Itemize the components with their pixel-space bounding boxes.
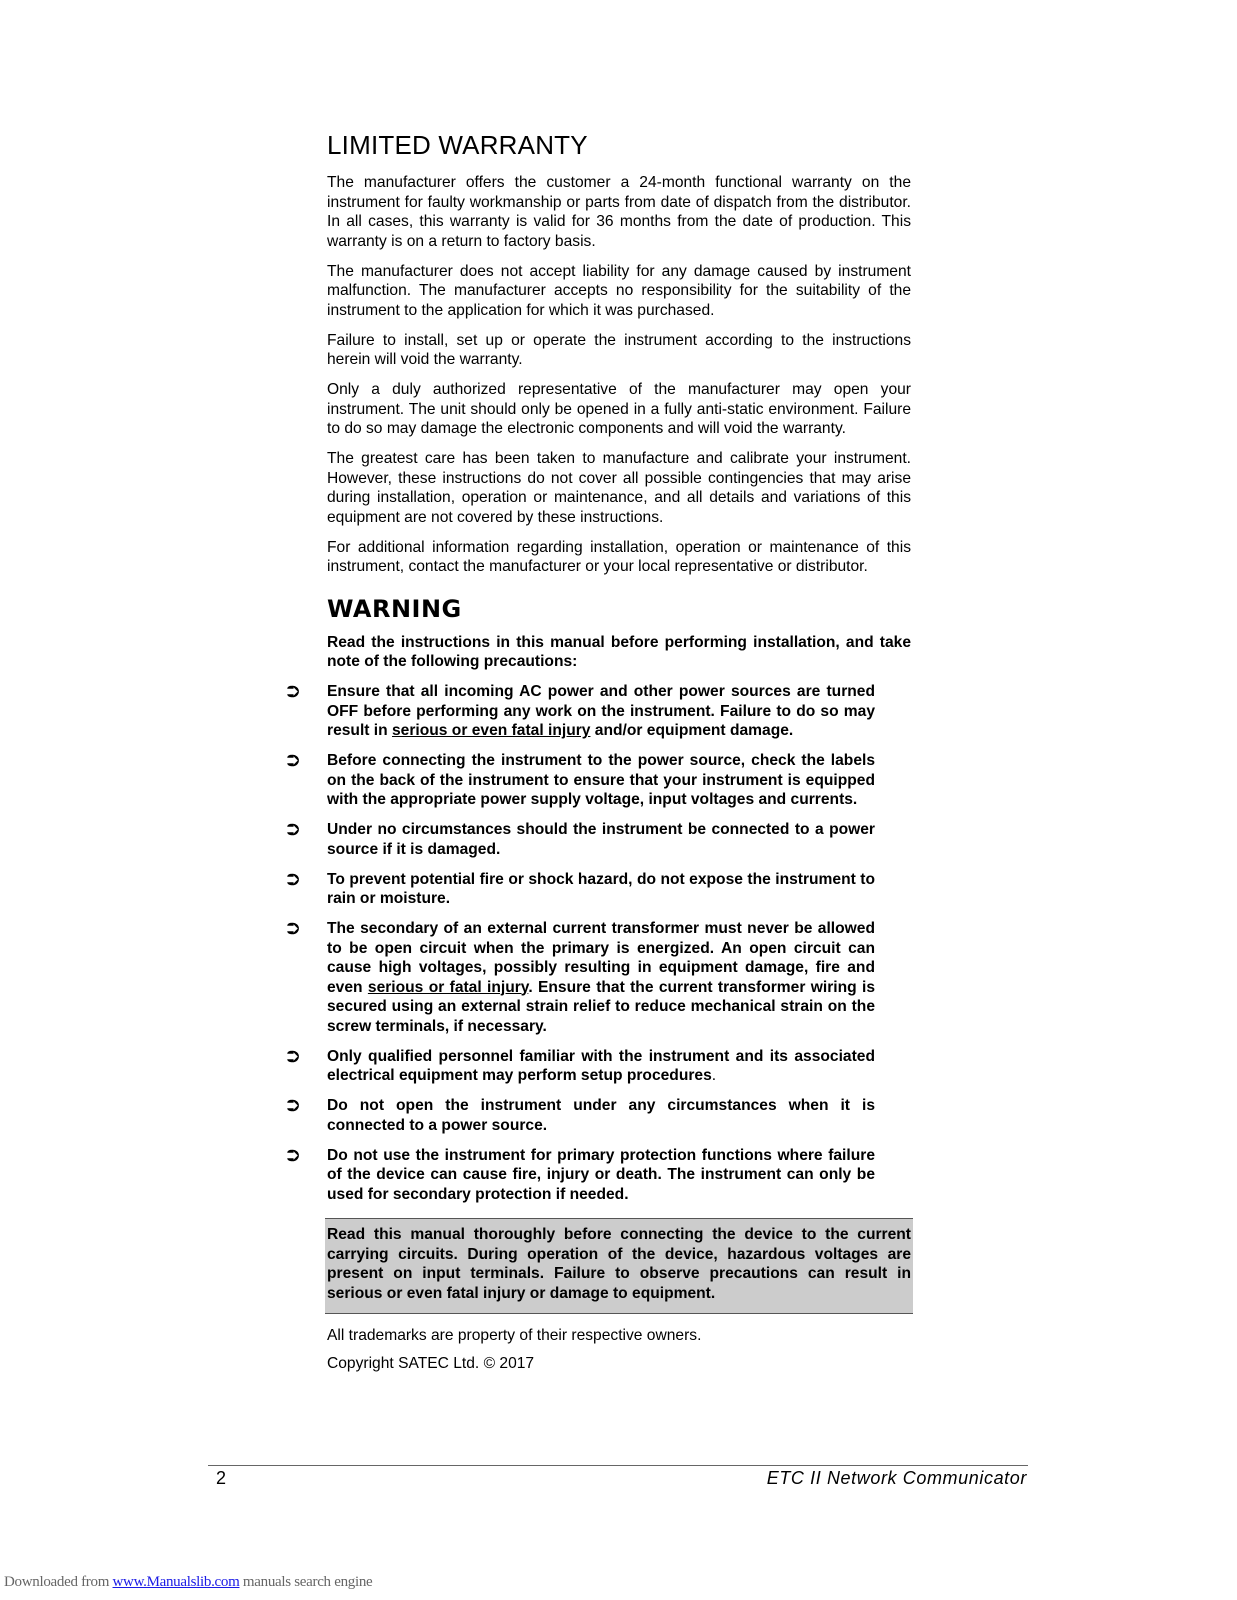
arrow-bullet-icon: ⮊	[287, 820, 300, 839]
precaution-text: and/or equipment damage.	[590, 722, 794, 739]
precaution-item	[287, 1046, 875, 1086]
warning-intro: Read the instructions in this manual before performing installation, and take note of the following precautions:	[327, 633, 911, 670]
page-number: 2	[216, 1468, 227, 1488]
underlined-warning: serious or fatal injury	[367, 978, 529, 996]
precaution-text: Under no circumstances should the instrument be connected to a power source if it is damaged.	[327, 821, 875, 858]
arrow-bullet-icon: ⮊	[287, 919, 300, 938]
arrow-bullet-icon: ⮊	[287, 682, 300, 701]
precaution-item	[287, 751, 875, 810]
download-source-bar	[4, 1574, 372, 1591]
precautions-list	[287, 682, 911, 1204]
arrow-bullet-icon: ⮊	[287, 1145, 300, 1165]
warranty-heading: LIMITED WARRANTY	[327, 130, 588, 160]
warranty-paragraph: The manufacturer does not accept liability for any damage caused by instrument malfunction. The manufacturer accepts no responsibility for the suitability of the instrument to the application for which it was purchased.	[327, 262, 911, 319]
download-suffix: manuals search engine	[239, 1574, 373, 1590]
warranty-paragraph: Failure to install, set up or operate the instrument according to the instructions herein will void the warranty.	[327, 331, 911, 368]
precaution-item	[287, 919, 876, 1036]
page-content	[287, 130, 911, 1381]
precaution-item	[287, 1145, 875, 1205]
warranty-paragraph: The manufacturer offers the customer a 24-month functional warranty on the instrument for faulty workmanship or parts from date of dispatch from the distributor. In all cases, this warranty is valid for 36 months from the date of production. This warranty is on a return to factory basis.	[327, 174, 911, 250]
hazard-notice-box: Read this manual thoroughly before connecting the device to the current carrying circuits. During operation of the device, hazardous voltages are present on input terminals. Failure to observe precautions can result in serious or even fatal injury or damage to equipment.	[325, 1218, 913, 1314]
download-prefix: Downloaded from	[4, 1574, 113, 1590]
arrow-bullet-icon: ⮊	[287, 1046, 300, 1066]
running-title: ETC II Network Communicator	[766, 1468, 1027, 1488]
precaution-item	[287, 820, 875, 859]
precaution-text: Ensure that all incoming AC power and other power sources are turned OFF before performing any work on the instrument. Failure to do so may result in	[327, 683, 875, 739]
precaution-text: The secondary of an external current transformer must never be allowed to be open circuit when the primary is energized. An open circuit can cause high voltages, possibly resulting in equipment damage, fire and even	[327, 920, 875, 996]
precaution-text: Do not use the instrument for primary protection functions where failure of the device can cause fire, injury or death. The instrument can only be used for secondary protection if needed.	[327, 1146, 875, 1203]
precaution-item	[287, 1096, 875, 1135]
arrow-bullet-icon: ⮊	[287, 751, 300, 770]
precaution-text: Only qualified personnel familiar with the instrument and its associated electrical equipment may perform setup procedures	[327, 1047, 875, 1084]
warranty-paragraph: Only a duly authorized representative of the manufacturer may open your instrument. The unit should only be opened in a fully anti-static environment. Failure to do so may damage the electronic components and will void the warranty.	[327, 381, 911, 437]
precaution-period: .	[711, 1067, 717, 1084]
arrow-bullet-icon: ⮊	[287, 1096, 300, 1115]
precaution-text: . Ensure that the current transformer wiring is secured using an external strain relief to reduce mechanical strain on the screw terminals, if necessary.	[327, 978, 876, 1035]
precaution-text: Before connecting the instrument to the power source, check the labels on the back of the instrument to ensure that your instrument is equipped with the appropriate power supply voltage, input voltages and currents.	[327, 752, 875, 808]
manualslib-link[interactable]: www.Manualslib.com	[112, 1574, 240, 1590]
precaution-item	[287, 682, 875, 741]
underlined-warning: serious or even fatal injury	[392, 722, 591, 739]
footer-divider	[208, 1465, 1028, 1466]
warning-heading: WARNING	[327, 594, 462, 623]
precaution-text: To prevent potential fire or shock hazard, do not expose the instrument to rain or moisture.	[327, 870, 875, 907]
warranty-paragraph: For additional information regarding installation, operation or maintenance of this instrument, contact the manufacturer or your local representative or distributor.	[327, 538, 911, 575]
precaution-text: Do not open the instrument under any circumstances when it is connected to a power source.	[327, 1097, 875, 1134]
copyright-note: Copyright SATEC Ltd. © 2017	[327, 1354, 535, 1372]
warranty-paragraph: The greatest care has been taken to manufacture and calibrate your instrument. However, these instructions do not cover all possible contingencies that may arise during installation, operation or maintenance, and all details and variations of this equipment are not covered by these instructions.	[327, 450, 911, 526]
precaution-item	[287, 869, 875, 909]
trademarks-note: All trademarks are property of their respective owners.	[327, 1327, 702, 1344]
arrow-bullet-icon: ⮊	[287, 869, 300, 889]
